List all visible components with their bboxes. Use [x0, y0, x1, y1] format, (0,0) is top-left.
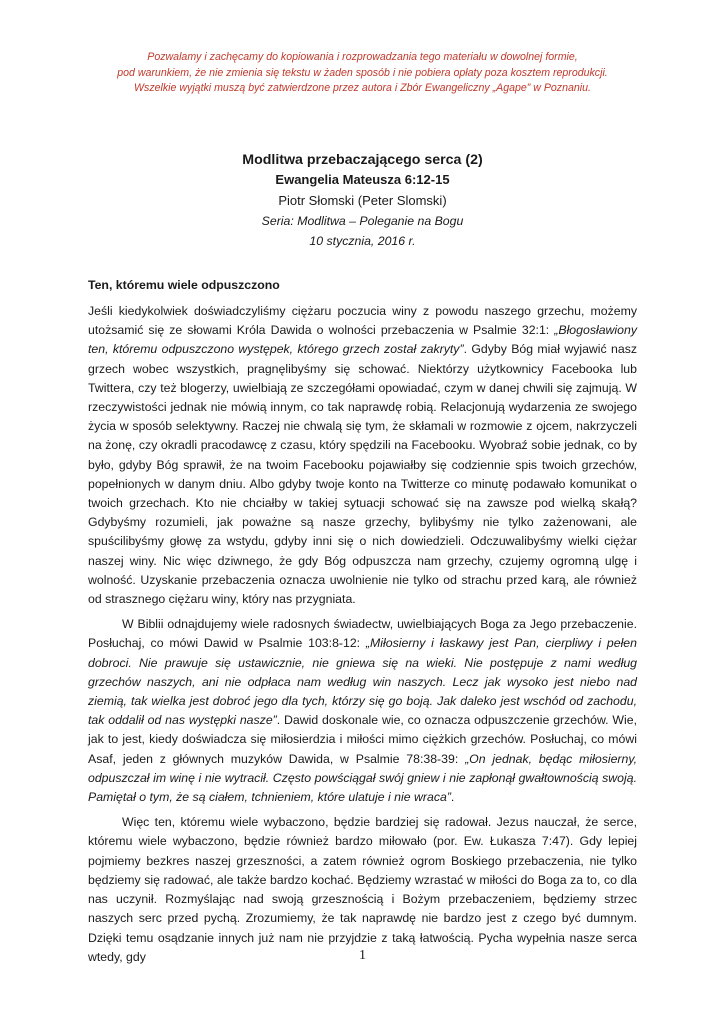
section-heading: Ten, któremu wiele odpuszczono	[88, 278, 280, 292]
paragraph-2	[88, 615, 637, 807]
p1-text-b: . Gdyby Bóg miał wyjawić nasz grzech wobec wszystkich, pragnęlibyśmy się schować. Niektórzy użytkownicy Facebooka lub Twittera, czy też blogerzy, uwielbiają ze szczegółami opowiadać, czym w danej chwili się zajmują. W rzeczywistości jednak nie mówią innym, co tak naprawdę robią. Relacjonują wydarzenia ze swojego życia w sposób selektywny. Raczej nie chwalą się tym, że skłamali w rozmowie z ojcem, nakrzyczeli na żonę, czy okradli pracodawcę z czasu, który spędzili na Facebooku. Wyobraź sobie jednak, co by było, gdyby Bóg sprawił, że na twoim Facebooku pojawiałby się codziennie spis twoich grzechów, popełnionych w danym dniu. Albo gdyby twoje konto na Twitterze co minutę podawało komunikat o twoich grzechach. Kto nie chciałby w takiej sytuacji schować się na zawsze pod wielką skałą? Gdybyśmy rozumieli, jak poważne są nasze grzechy, bylibyśmy nie tylko zażenowani, ale spuścilibyśmy głowę za wstydu, gdyby inni się o nich dowiedzieli. Odczuwalibyśmy wielki ciężar naszej winy. Nic więc dziwnego, że gdy Bóg odpuszcza nam grzechy, czujemy ogromną ulgę i wolność. Uzyskanie przebaczenia oznacza uwolnienie nie tylko od strachu przed karą, ale również od strasznego ciężaru winy, który nas przygniata.	[88, 342, 637, 607]
sermon-date: 10 stycznia, 2016 r.	[309, 234, 416, 248]
scripture-reference: Ewangelia Mateusza 6:12-15	[275, 172, 450, 187]
series-name: Seria: Modlitwa – Poleganie na Bogu	[261, 214, 464, 228]
paragraph-1	[88, 302, 637, 609]
p3-text-a: Więc ten, któremu wiele wybaczono, będzie bardziej się radował. Jezus nauczał, że serce, któremu wiele wybaczono, będzie również bardzo miłowało (por. Ew. Łukasza 7:47). Gdy lepiej pojmiemy bezkres naszej grzeszności, a zatem również ogrom Boskiego przebaczenia, nie tylko będziemy się radować, ale także bardzo kochać. Będziemy wzrastać w miłości do Boga za to, co dla nas uczynił. Rozmyślając nad swoją grzesznością i Bożym przebaczeniem, będziemy strzec naszych serc przed pychą. Zrozumiemy, że tak naprawdę nie bardzo jest z czego być dumnym. Dzięki temu osądzanie innych już nam nie przyjdzie z taką łatwością. Pycha wypełnia nasze serca wtedy, gdy	[88, 815, 637, 964]
author-name: Piotr Słomski (Peter Slomski)	[278, 193, 447, 208]
title-block	[60, 150, 665, 251]
copyright-notice	[60, 50, 665, 97]
p2-text-a: W Biblii odnajdujemy wiele radosnych świadectw, uwielbiających Boga za Jego przebaczenie. Posłuchaj, co mówi Dawid w Psalmie 103:8-12:	[88, 617, 637, 651]
p2-text-b: . Dawid doskonale wie, co oznacza odpuszczenie grzechów. Wie, jak to jest, kiedy doświadcza się miłosierdzia i miłości mimo ciężkich grzechów. Posłuchaj, co mówi Asaf, jeden z głównych muzyków Dawida, w Psalmie 78:38-39:	[88, 713, 638, 766]
page-number: 1	[359, 948, 366, 963]
p2-quote-2: „On jednak, będąc miłosierny, odpuszczał im winę i nie wytracił. Często powściągał swój gniew i nie zapłonął gwałtownością swoją. Pamiętał o tym, że są ciałem, tchnieniem, które ulatuje i nie wraca”	[88, 751, 637, 805]
p2-quote-1: „Miłosierny i łaskawy jest Pan, cierpliwy i pełen dobroci. Nie prawuje się ustawicznie, nie gniewa się na wieki. Nie postępuje z nami według grzechów naszych, ani nie odpłaca nam według win naszych. Lecz jak wysoko jest niebo nad ziemią, tak wielka jest dobroć jego dla tych, którzy się go boją. Jak daleko jest wschód od zachodu, tak oddalił od nas występki nasze”	[88, 636, 637, 728]
sermon-title: Modlitwa przebaczającego serca (2)	[242, 152, 483, 168]
notice-line-2: pod warunkiem, że nie zmienia się tekstu w żaden sposób i nie pobiera opłaty poza kosztem reprodukcji.	[117, 66, 608, 79]
notice-line-3: Wszelkie wyjątki muszą być zatwierdzone przez autora i Zbór Ewangeliczny „Agape” w Poznaniu.	[134, 82, 591, 94]
notice-line-1: Pozwalamy i zachęcamy do kopiowania i rozprowadzania tego materiału w dowolnej formie,	[147, 51, 578, 63]
p1-text-a: Jeśli kiedykolwiek doświadczyliśmy ciężaru poczucia winy z powodu naszego grzechu, możemy utożsamić się ze słowami Króla Dawida o wolności przebaczenia w Psalmie 32:1:	[88, 304, 637, 338]
paragraph-3	[88, 813, 637, 967]
body-text	[88, 302, 637, 973]
p1-quote: „Błogosławiony ten, któremu odpuszczono występek, którego grzech został zakryty”	[88, 323, 637, 357]
p2-text-c: .	[450, 790, 455, 805]
